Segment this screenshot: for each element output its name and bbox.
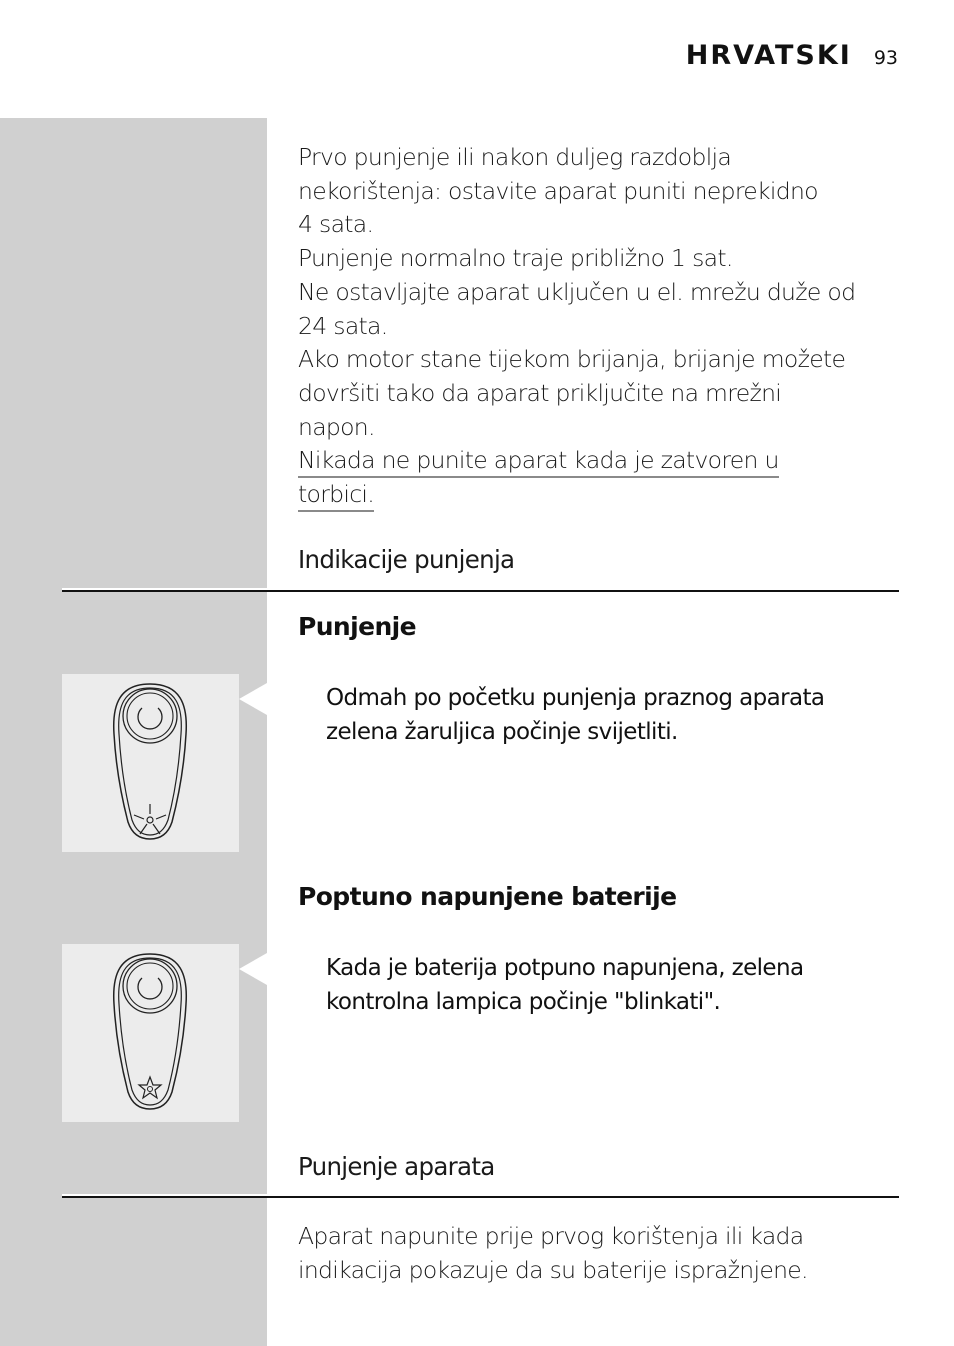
section-rule — [62, 1196, 899, 1198]
text-line: 4 sata. — [298, 210, 374, 239]
text-line: 24 sata. — [298, 311, 388, 340]
text-line: kontrolna lampica počinje "blinkati". — [326, 989, 721, 1015]
text-line: nekorištenja: ostavite aparat puniti neprekidno — [298, 176, 818, 205]
charging-paragraph — [298, 1220, 808, 1287]
text-line: Punjenje normalno traje približno 1 sat. — [298, 244, 733, 273]
language-label: HRVATSKI — [685, 40, 852, 71]
section-rule — [62, 590, 899, 592]
text-line: Kada je baterija potpuno napunjena, zelena — [326, 955, 804, 981]
text-line: indikacija pokazuje da su baterije ispražnjene. — [298, 1255, 808, 1284]
intro-paragraph — [298, 141, 855, 512]
subheading-charging: Punjenje — [298, 612, 416, 641]
charging-description — [326, 681, 824, 749]
callout-pointer — [239, 683, 267, 715]
subheading-full: Poptuno napunjene baterije — [298, 882, 677, 911]
blinking-light-icon — [62, 944, 239, 1122]
section-heading-indicators: Indikacije punjenja — [298, 545, 515, 574]
page-number: 93 — [873, 47, 898, 69]
text-line: zelena žaruljica počinje svijetliti. — [326, 719, 678, 745]
text-line: Ne ostavljajte aparat uključen u el. mrežu duže od — [298, 277, 856, 306]
illustration-charging — [62, 674, 239, 852]
text-line: Aparat napunite prije prvog korištenja ili kada — [298, 1222, 804, 1250]
text-line: Ako motor stane tijekom brijanja, brijanje možete — [298, 345, 846, 374]
text-line: Odmah po početku punjenja praznog aparata — [326, 685, 825, 711]
full-description — [326, 951, 803, 1019]
text-line: dovršiti tako da aparat priključite na mrežni — [298, 378, 782, 407]
page-header — [686, 40, 898, 71]
illustration-full — [62, 944, 239, 1122]
text-line: Prvo punjenje ili nakon duljeg razdoblja — [298, 143, 732, 171]
section-heading-charging: Punjenje aparata — [298, 1152, 495, 1181]
callout-pointer — [239, 953, 267, 985]
warning-line — [298, 444, 855, 478]
warning-line — [298, 478, 855, 512]
warning-text: Nikada ne punite aparat kada je zatvoren u — [298, 445, 779, 478]
warning-text: torbici. — [298, 479, 374, 512]
charging-light-icon — [62, 674, 239, 852]
text-line: napon. — [298, 412, 375, 441]
